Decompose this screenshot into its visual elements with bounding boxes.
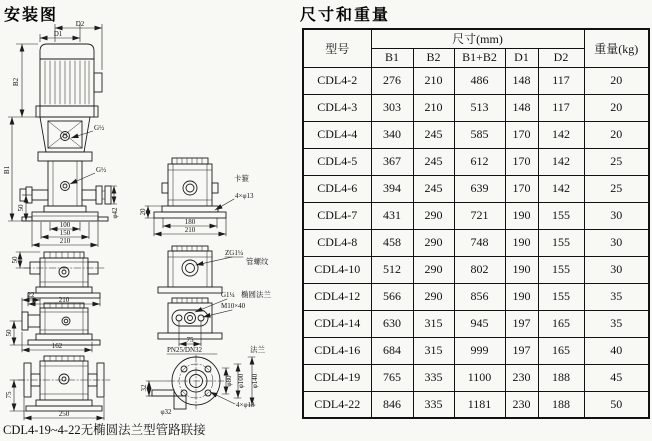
cell-b2: 210: [413, 67, 454, 94]
clamp-connection-view: [139, 158, 254, 236]
cell-weight: 20: [584, 94, 649, 121]
col-header-b2: B2: [413, 48, 454, 67]
cell-model: CDL4-2: [303, 67, 371, 94]
cell-model: CDL4-12: [303, 283, 371, 310]
pump-side-view-4: [5, 356, 110, 420]
cell-b2: 210: [413, 94, 454, 121]
port-g12-mid-label: G½: [96, 166, 107, 174]
cell-d2: 165: [538, 310, 584, 337]
cell-weight: 30: [584, 256, 649, 283]
flange-dim-d140: φ140: [251, 373, 259, 389]
flange-connection-view: [140, 344, 265, 416]
cell-model: CDL4-3: [303, 94, 371, 121]
cell-b1b2: 639: [454, 175, 505, 202]
installation-diagram-title: 安装图: [4, 7, 59, 24]
clamp-dim-210: 210: [184, 226, 196, 234]
cell-weight: 20: [584, 121, 649, 148]
cell-b1: 458: [371, 229, 413, 256]
col-header-b1b2: B1+B2: [454, 48, 505, 67]
cell-b1b2: 513: [454, 94, 505, 121]
cell-b2: 245: [413, 175, 454, 202]
dim-phi42-label: φ42: [111, 207, 119, 219]
flange-label: 法兰: [250, 345, 265, 354]
clamp-dim-20: 20: [139, 208, 147, 216]
view4-dim-250: 250: [58, 410, 70, 418]
cell-d2: 117: [538, 67, 584, 94]
cell-model: CDL4-14: [303, 310, 371, 337]
oval-flange-label: 椭圆法兰: [241, 290, 271, 299]
cell-b1: 765: [371, 364, 413, 391]
pipe-thread-connection-view: [158, 246, 269, 293]
table-row: [303, 310, 649, 337]
dimensions-weight-title: 尺寸和重量: [300, 7, 391, 24]
view4-dim-75: 75: [5, 391, 13, 399]
cell-model: CDL4-6: [303, 175, 371, 202]
flange-dim-d32: φ32: [160, 408, 172, 416]
table-header: [303, 29, 649, 67]
table-row: [303, 283, 649, 310]
cell-d1: 197: [505, 337, 538, 364]
cell-b1b2: 486: [454, 67, 505, 94]
view2-dim-50: 50: [11, 256, 19, 264]
flange-holes-label: 4×φ18: [236, 401, 255, 409]
table-row: [303, 256, 649, 283]
cell-b1b2: 721: [454, 202, 505, 229]
cell-d1: 190: [505, 202, 538, 229]
view2-dim-210: 210: [58, 296, 70, 304]
cell-b2: 290: [413, 229, 454, 256]
cell-weight: 30: [584, 202, 649, 229]
table-row: [303, 202, 649, 229]
table-body: [303, 67, 649, 418]
col-header-b1: B1: [371, 48, 413, 67]
cell-d1: 148: [505, 94, 538, 121]
cell-b2: 315: [413, 310, 454, 337]
cell-b1b2: 612: [454, 148, 505, 175]
cell-weight: 25: [584, 175, 649, 202]
dim-b1-label: B1: [3, 165, 11, 175]
cell-d1: 170: [505, 121, 538, 148]
table-row: [303, 94, 649, 121]
cell-b1: 512: [371, 256, 413, 283]
cell-b1: 684: [371, 337, 413, 364]
cell-model: CDL4-10: [303, 256, 371, 283]
cell-b1: 630: [371, 310, 413, 337]
cell-b1: 340: [371, 121, 413, 148]
col-header-size: 尺寸(mm): [371, 29, 584, 48]
dimensions-table: [302, 28, 650, 419]
pump-side-view-3: [5, 291, 100, 352]
cell-model: CDL4-4: [303, 121, 371, 148]
col-header-model: 型号: [303, 29, 371, 67]
table-row: [303, 175, 649, 202]
cell-d2: 188: [538, 364, 584, 391]
cell-b1b2: 999: [454, 337, 505, 364]
cell-d2: 142: [538, 121, 584, 148]
dim-b2-label: B2: [12, 77, 20, 87]
thread-label: 管螺纹: [246, 257, 269, 266]
cell-model: CDL4-19: [303, 364, 371, 391]
cell-b2: 315: [413, 337, 454, 364]
cell-weight: 20: [584, 67, 649, 94]
cell-d1: 170: [505, 175, 538, 202]
cell-d2: 155: [538, 202, 584, 229]
flange-dim-d100: φ100: [237, 373, 245, 389]
thread-spec-label: ZG1¼: [225, 249, 244, 257]
flange-spec-label: PN25/DN32: [167, 346, 203, 354]
cell-d1: 190: [505, 283, 538, 310]
cell-b1b2: 748: [454, 229, 505, 256]
flange-dim-32: 32: [140, 384, 148, 392]
cell-b1b2: 945: [454, 310, 505, 337]
cell-d2: 142: [538, 148, 584, 175]
cell-weight: 30: [584, 229, 649, 256]
oval-spec-label: G1¼: [221, 291, 235, 299]
cell-b2: 335: [413, 364, 454, 391]
cell-d2: 155: [538, 256, 584, 283]
cell-b1b2: 856: [454, 283, 505, 310]
cell-b1b2: 802: [454, 256, 505, 283]
cell-model: CDL4-16: [303, 337, 371, 364]
flange-dim-d80: φ80: [225, 375, 233, 387]
cell-model: CDL4-22: [303, 391, 371, 418]
cell-b2: 245: [413, 121, 454, 148]
cell-weight: 25: [584, 148, 649, 175]
cell-d2: 155: [538, 229, 584, 256]
table-row: [303, 229, 649, 256]
cell-d1: 190: [505, 229, 538, 256]
cell-d1: 148: [505, 67, 538, 94]
cell-d2: 188: [538, 391, 584, 418]
cell-b1: 566: [371, 283, 413, 310]
oval-bolt-label: M10×40: [221, 302, 246, 310]
cell-weight: 45: [584, 364, 649, 391]
cell-b1b2: 585: [454, 121, 505, 148]
clamp-holes-label: 4×φ13: [235, 192, 254, 200]
clamp-label: 卡箍: [234, 174, 249, 183]
dim-210-label: 210: [59, 237, 71, 245]
oval-dim-75: 75: [186, 336, 194, 344]
cell-weight: 50: [584, 391, 649, 418]
cell-b2: 290: [413, 256, 454, 283]
dim-d1-label: D1: [53, 30, 63, 38]
pump-front-view: [20, 44, 111, 221]
cell-model: CDL4-5: [303, 148, 371, 175]
cell-b1: 303: [371, 94, 413, 121]
cell-d2: 155: [538, 283, 584, 310]
cell-d1: 230: [505, 391, 538, 418]
cell-b2: 290: [413, 283, 454, 310]
cell-model: CDL4-7: [303, 202, 371, 229]
dim-50-label: 50: [17, 204, 25, 212]
table-row: [303, 67, 649, 94]
col-header-d1: D1: [505, 48, 538, 67]
cell-weight: 35: [584, 283, 649, 310]
table-row: [303, 337, 649, 364]
table-row: [303, 364, 649, 391]
cell-d1: 170: [505, 148, 538, 175]
cell-d1: 197: [505, 310, 538, 337]
cell-d2: 117: [538, 94, 584, 121]
cell-b1b2: 1100: [454, 364, 505, 391]
cell-weight: 40: [584, 337, 649, 364]
cell-b1: 367: [371, 148, 413, 175]
col-header-weight: 重量(kg): [584, 29, 649, 67]
col-header-d2: D2: [538, 48, 584, 67]
installation-diagram: [0, 0, 300, 441]
cell-b1: 394: [371, 175, 413, 202]
view3-dim-162: 162: [51, 342, 63, 350]
table-row: [303, 121, 649, 148]
cell-b1: 276: [371, 67, 413, 94]
cell-weight: 35: [584, 310, 649, 337]
cell-model: CDL4-8: [303, 229, 371, 256]
cell-d2: 165: [538, 337, 584, 364]
cell-b1: 846: [371, 391, 413, 418]
view3-dim-50: 50: [5, 329, 13, 337]
view3-dim-22: 22: [27, 291, 35, 299]
cell-b2: 335: [413, 391, 454, 418]
diagram-caption: CDL4-19~4-22无椭圆法兰型管路联接: [3, 423, 206, 437]
port-g12-top-label: G½: [94, 124, 105, 132]
cell-b2: 245: [413, 148, 454, 175]
cell-d1: 190: [505, 256, 538, 283]
dim-150-label: 150: [59, 229, 71, 237]
dim-100-label: 100: [59, 221, 71, 229]
cell-b1b2: 1181: [454, 391, 505, 418]
clamp-dim-180: 180: [184, 218, 196, 226]
dim-d2-label: D2: [75, 20, 85, 28]
cell-d1: 230: [505, 364, 538, 391]
cell-b2: 290: [413, 202, 454, 229]
oval-flange-connection-view: [158, 289, 271, 346]
table-row: [303, 148, 649, 175]
pump-side-view-2: [11, 252, 104, 306]
cell-b1: 431: [371, 202, 413, 229]
cell-d2: 142: [538, 175, 584, 202]
table-row: [303, 391, 649, 418]
